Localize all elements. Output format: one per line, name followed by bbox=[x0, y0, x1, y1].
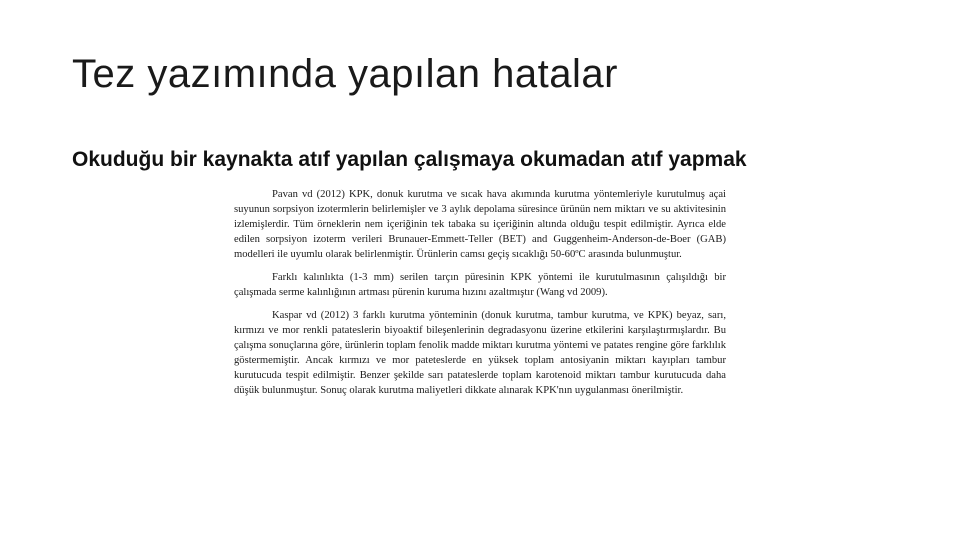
excerpt-paragraph-3: Kaspar vd (2012) 3 farklı kurutma yönteminin (donuk kurutma, tambur kurutma, ve KPK) beyaz, sarı, kırmızı ve mor renkli patateslerin biyoaktif bileşenlerinin degradasyonu üzerine etkilerini karşılaştırmışlardır. Bu çalışma sonuçlarına göre, ürünlerin toplam fenolik madde miktarı kurutma yöntemi ve patates rengine göre farklılık göstermemiştir. Ancak kırmızı ve mor pateteslerde en yüksek toplam antosiyanin miktarı kayıpları tambur kurutucuda tespit edilmiştir. Benzer şekilde sarı patateslerde toplam karotenoid miktarı tambur kurutucuda daha düşük bulunmuştur. Sonuç olarak kurutma maliyetleri dikkate alınarak KPK'nın uygulanması önerilmiştir. bbox=[234, 310, 726, 396]
scanned-document-excerpt bbox=[234, 187, 726, 505]
excerpt-paragraph-1: Pavan vd (2012) KPK, donuk kurutma ve sıcak hava akımında kurutma yöntemleriyle kurutulmuş açai suyunun sorpsiyon izotermlerin belirlemişler ve 3 aylık depolama süresince ürünün nem miktarı ve su aktivitesinin izlemişlerdir. Tüm örneklerin nem içeriğinin tek tabaka su içeriğinin altında olduğu tespit edilmiştir. Ayrıca elde edilen sorpsiyon izoterm verileri Brunauer-Emmett-Teller (BET) and Guggenheim-Anderson-de-Boer (GAB) modelleri ile uyumlu olarak belirlenmiştir. Ürünlerin camsı geçiş sıcaklığı 50-60ºC arasında bulunmuştur. bbox=[234, 189, 726, 260]
slide-subtitle: Okuduğu bir kaynakta atıf yapılan çalışmaya okumadan atıf yapmak bbox=[72, 148, 747, 171]
excerpt-paragraph-2: Farklı kalınlıkta (1-3 mm) serilen tarçın püresinin KPK yöntemi ile kurutulmasının çalışıldığı bir çalışmada serme kalınlığının artması pürenin kuruma hızını azaltmıştır (Wang vd 2009). bbox=[234, 272, 726, 298]
slide-title: Tez yazımında yapılan hatalar bbox=[72, 52, 618, 96]
